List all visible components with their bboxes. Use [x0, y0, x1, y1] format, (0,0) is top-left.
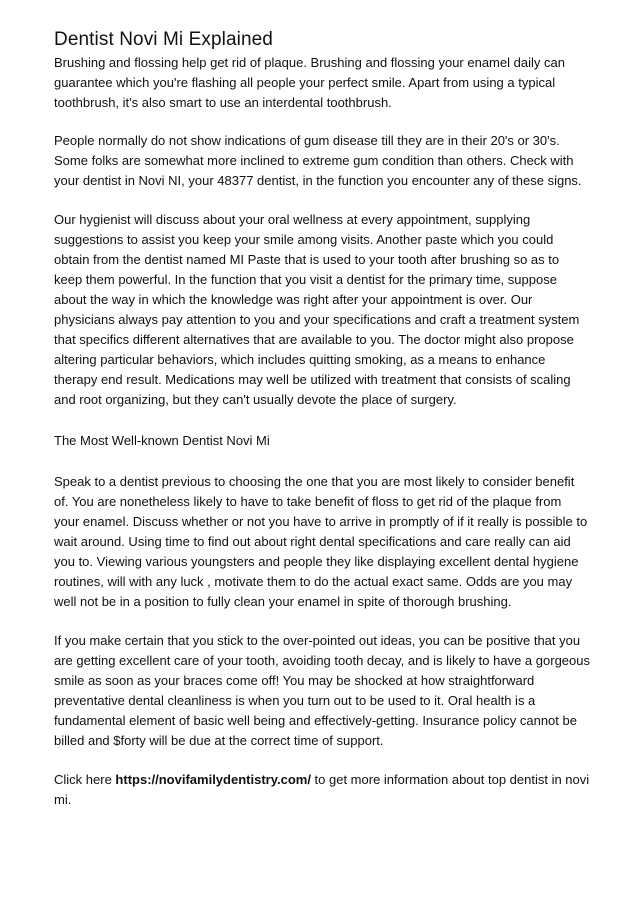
body-paragraph: If you make certain that you stick to the over-pointed out ideas, you can be positive that you are getting excellent care of your tooth, avoiding tooth decay, and is likely to have a gorgeous smile as soon as your braces come off! You may be shocked at how straightforward preventative dental cleanliness is when you turn out to be used to it. Oral health is a fundamental element of basic well being and effectively-getting. Insurance policy cannot be billed and $forty will be due at the correct time of support. — [54, 633, 590, 748]
document-page — [54, 28, 590, 829]
closing-suffix: to get more information about top dentist in novi mi. — [54, 772, 590, 807]
section-subheading: The Most Well-known Dentist Novi Mi — [54, 433, 270, 448]
website-link[interactable]: https://novifamilydentistry.com/ — [115, 772, 311, 787]
body-paragraph: People normally do not show indications of gum disease till they are in their 20's or 30's. Some folks are somewhat more inclined to extreme gum condition than others. Check with your dentist in Novi NI, your 48377 dentist, in the function you encounter any of these signs. — [54, 133, 582, 188]
closing-prefix: Click here — [54, 772, 116, 787]
body-paragraph: Our hygienist will discuss about your oral wellness at every appointment, supplying suggestions to assist you keep your smile among visits. Another paste which you could obtain from the dentist named MI Paste that is used to your tooth after brushing so as to keep them powerful. In the function that you visit a dentist for the primary time, suppose about the way in which the knowledge was right after your appointment is over. Our physicians always pay attention to you and your specifications and craft a treatment system that specifics different alternatives that are available to you. The doctor might also propose altering particular behaviors, which includes quitting smoking, as a means to enhance therapy end result. Medications may well be utilized with treatment that consists of scaling and root organizing, but they can't usually devote the place of surgery. — [54, 212, 580, 407]
body-paragraph: Brushing and flossing help get rid of plaque. Brushing and flossing your enamel daily can guarantee which you're flashing all people your perfect smile. Apart from using a typical toothbrush, it's also smart to use an interdental toothbrush. — [54, 55, 565, 110]
closing-paragraph — [54, 770, 590, 810]
document-title: Dentist Novi Mi Explained — [54, 29, 273, 50]
body-paragraph: Speak to a dentist previous to choosing the one that you are most likely to consider benefit of. You are nonetheless likely to have to take benefit of floss to get rid of the plaque from your enamel. Discuss whether or not you have to arrive in promptly of if it really is possible to wait around. Using time to find out about right dental specifications and care really can aid you to. Viewing various youngsters and people they like displaying excellent dental hygiene routines, will with any luck , motivate them to do the actual exact same. Odds are you may well not be in a position to fully clean your enamel in spite of thorough brushing. — [54, 474, 588, 609]
